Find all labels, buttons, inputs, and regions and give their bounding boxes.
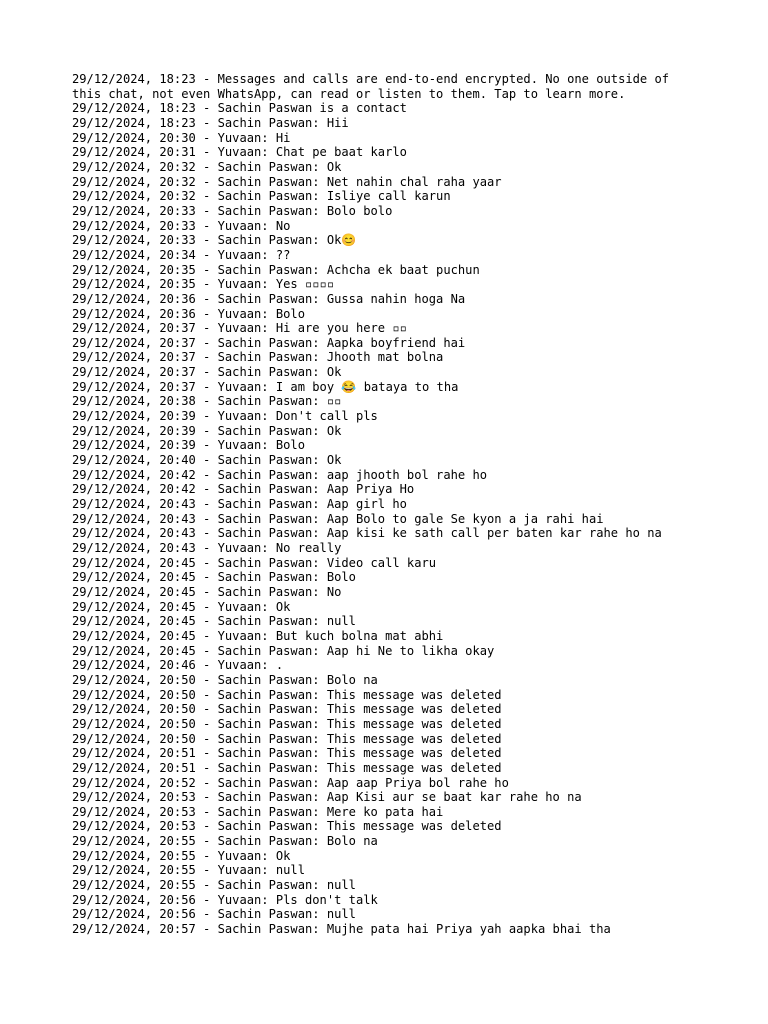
chat-line: 29/12/2024, 20:53 - Sachin Paswan: This message was deleted: [72, 819, 502, 834]
chat-line: 29/12/2024, 20:50 - Sachin Paswan: This message was deleted: [72, 687, 502, 702]
chat-line: 29/12/2024, 20:37 - Sachin Paswan: Ok: [72, 365, 342, 380]
chat-line: 29/12/2024, 20:36 - Yuvaan: Bolo: [72, 306, 305, 321]
chat-line: 29/12/2024, 20:38 - Sachin Paswan: ▫▫: [72, 394, 342, 409]
chat-line: 29/12/2024, 20:37 - Sachin Paswan: Aapka boyfriend hai: [72, 335, 466, 350]
chat-line: 29/12/2024, 20:50 - Sachin Paswan: This message was deleted: [72, 731, 502, 746]
chat-line: 29/12/2024, 20:50 - Sachin Paswan: This message was deleted: [72, 716, 502, 731]
chat-line: 29/12/2024, 20:45 - Sachin Paswan: No: [72, 584, 342, 599]
chat-line: 29/12/2024, 20:33 - Sachin Paswan: Bolo bolo: [72, 203, 393, 218]
chat-line: 29/12/2024, 20:37 - Yuvaan: I am boy 😂 bataya to tha: [72, 379, 459, 394]
chat-line: 29/12/2024, 20:45 - Sachin Paswan: Video call karu: [72, 555, 437, 570]
chat-line: 29/12/2024, 20:35 - Sachin Paswan: Achcha ek baat puchun: [72, 262, 480, 277]
chat-line: 29/12/2024, 20:56 - Yuvaan: Pls don't talk: [72, 892, 378, 907]
chat-line: 29/12/2024, 20:45 - Yuvaan: But kuch bolna mat abhi: [72, 628, 444, 643]
chat-line: 29/12/2024, 20:35 - Yuvaan: Yes ▫▫▫▫: [72, 277, 335, 292]
chat-line: 29/12/2024, 20:46 - Yuvaan: .: [72, 658, 284, 673]
chat-line: 29/12/2024, 20:56 - Sachin Paswan: null: [72, 907, 356, 922]
chat-line: 29/12/2024, 20:53 - Sachin Paswan: Mere ko pata hai: [72, 804, 444, 819]
chat-line: 29/12/2024, 20:33 - Yuvaan: No: [72, 218, 291, 233]
chat-line: 29/12/2024, 20:45 - Sachin Paswan: null: [72, 614, 356, 629]
chat-line: 29/12/2024, 20:30 - Yuvaan: Hi: [72, 130, 291, 145]
chat-line: 29/12/2024, 20:31 - Yuvaan: Chat pe baat karlo: [72, 145, 407, 160]
chat-line: 29/12/2024, 18:23 - Sachin Paswan is a contact: [72, 101, 407, 116]
chat-line: 29/12/2024, 20:39 - Yuvaan: Bolo: [72, 438, 305, 453]
chat-line: 29/12/2024, 20:32 - Sachin Paswan: Isliye call karun: [72, 189, 451, 204]
chat-line: 29/12/2024, 20:34 - Yuvaan: ??: [72, 247, 291, 262]
chat-line: 29/12/2024, 20:32 - Sachin Paswan: Net nahin chal raha yaar: [72, 174, 502, 189]
chat-line: 29/12/2024, 20:52 - Sachin Paswan: Aap aap Priya bol rahe ho: [72, 775, 509, 790]
chat-line: this chat, not even WhatsApp, can read or listen to them. Tap to learn more.: [72, 86, 626, 101]
chat-line: 29/12/2024, 20:42 - Sachin Paswan: aap jhooth bol rahe ho: [72, 467, 488, 482]
chat-line: 29/12/2024, 20:57 - Sachin Paswan: Mujhe pata hai Priya yah aapka bhai tha: [72, 922, 611, 937]
chat-line: 29/12/2024, 20:37 - Sachin Paswan: Jhooth mat bolna: [72, 350, 444, 365]
chat-line: 29/12/2024, 18:23 - Sachin Paswan: Hii: [72, 115, 349, 130]
chat-line: 29/12/2024, 20:51 - Sachin Paswan: This message was deleted: [72, 746, 502, 761]
chat-line: 29/12/2024, 20:32 - Sachin Paswan: Ok: [72, 159, 342, 174]
chat-line: 29/12/2024, 20:43 - Yuvaan: No really: [72, 541, 342, 555]
chat-line: 29/12/2024, 18:23 - Messages and calls are end-to-end encrypted. No one outside of: [72, 72, 670, 86]
chat-export-document: [72, 72, 712, 937]
chat-line: 29/12/2024, 20:45 - Sachin Paswan: Bolo: [72, 570, 356, 585]
chat-line: 29/12/2024, 20:50 - Sachin Paswan: Bolo na: [72, 672, 378, 687]
chat-line: 29/12/2024, 20:55 - Yuvaan: null: [72, 863, 305, 878]
chat-line: 29/12/2024, 20:36 - Sachin Paswan: Gussa nahin hoga Na: [72, 291, 466, 306]
chat-line: 29/12/2024, 20:33 - Sachin Paswan: Ok😊: [72, 233, 357, 248]
chat-line: 29/12/2024, 20:37 - Yuvaan: Hi are you here ▫▫: [72, 321, 407, 336]
chat-line: 29/12/2024, 20:45 - Yuvaan: Ok: [72, 599, 291, 614]
chat-line: 29/12/2024, 20:43 - Sachin Paswan: Aap kisi ke sath call per baten kar rahe ho na: [72, 526, 662, 541]
chat-line: 29/12/2024, 20:55 - Sachin Paswan: Bolo na: [72, 834, 378, 849]
chat-line: 29/12/2024, 20:39 - Yuvaan: Don't call pls: [72, 409, 378, 424]
chat-line: 29/12/2024, 20:50 - Sachin Paswan: This message was deleted: [72, 702, 502, 717]
chat-line: 29/12/2024, 20:55 - Sachin Paswan: null: [72, 878, 356, 893]
chat-line: 29/12/2024, 20:43 - Sachin Paswan: Aap Bolo to gale Se kyon a ja rahi hai: [72, 511, 604, 526]
chat-line: 29/12/2024, 20:39 - Sachin Paswan: Ok: [72, 423, 342, 438]
chat-line: 29/12/2024, 20:43 - Sachin Paswan: Aap girl ho: [72, 497, 407, 512]
chat-line: 29/12/2024, 20:55 - Yuvaan: Ok: [72, 848, 291, 863]
chat-line: 29/12/2024, 20:53 - Sachin Paswan: Aap Kisi aur se baat kar rahe ho na: [72, 790, 582, 805]
chat-line: 29/12/2024, 20:51 - Sachin Paswan: This message was deleted: [72, 760, 502, 775]
chat-line: 29/12/2024, 20:40 - Sachin Paswan: Ok: [72, 453, 342, 468]
chat-line: 29/12/2024, 20:45 - Sachin Paswan: Aap hi Ne to likha okay: [72, 643, 495, 658]
chat-line: 29/12/2024, 20:42 - Sachin Paswan: Aap Priya Ho: [72, 482, 415, 497]
